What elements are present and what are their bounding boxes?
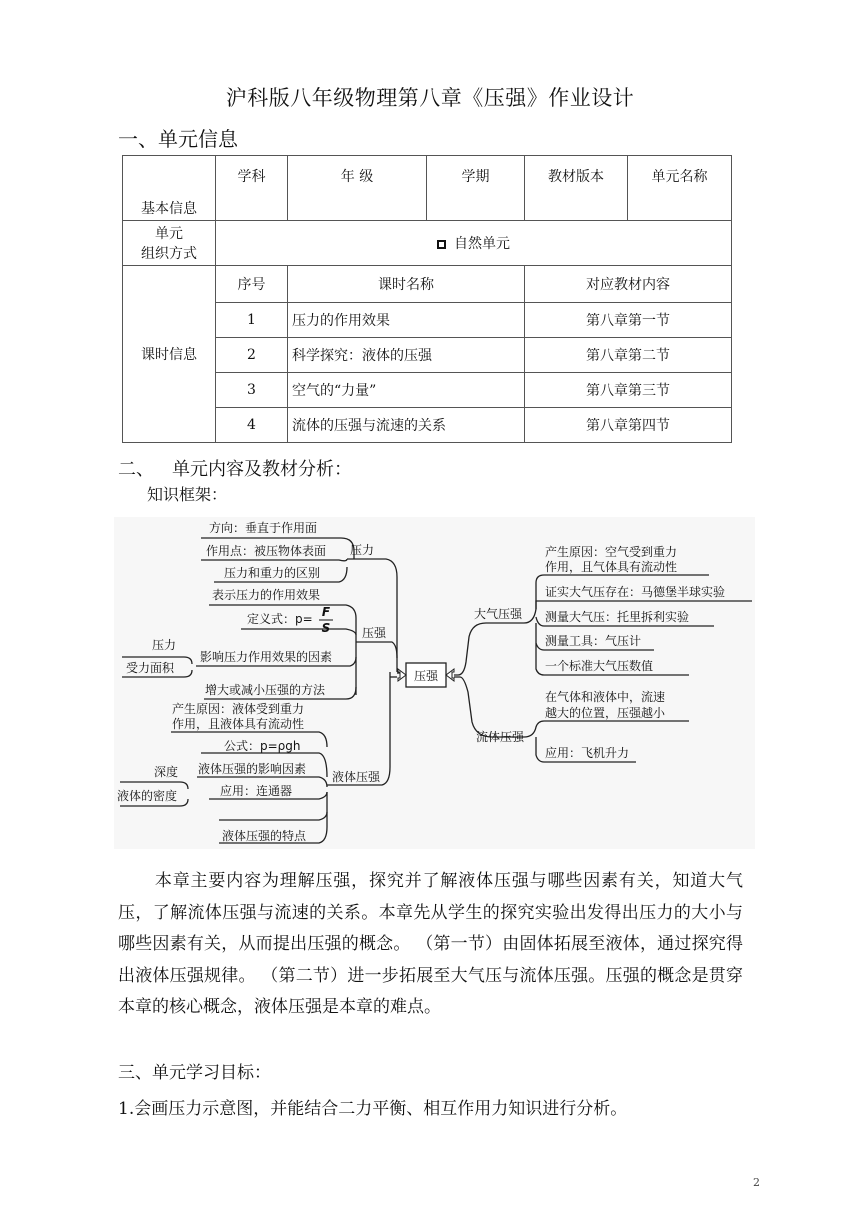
unit-name-header: 单元名称 — [628, 156, 732, 221]
table-row — [123, 156, 732, 221]
mm-l-depth: 深度 — [154, 765, 179, 779]
mm-line — [241, 629, 356, 635]
org-label-line2: 组织方式 — [141, 246, 197, 262]
mm-line — [219, 812, 327, 820]
knowledge-framework-label: 知识框架： — [147, 485, 228, 504]
mm-a-cause-2: 作用，且气体具有流动性 — [545, 560, 678, 574]
seq-header: 序号 — [216, 266, 288, 303]
table-row — [123, 266, 732, 303]
mm-line — [524, 721, 689, 737]
lesson-no: 3 — [216, 373, 288, 408]
right-arrow-icon — [446, 669, 454, 681]
org-label-line1: 单元 — [155, 226, 183, 242]
analysis-paragraph — [118, 866, 743, 1024]
lesson-name: 科学探究：液体的压强 — [288, 338, 525, 373]
org-label — [123, 221, 216, 266]
section-heading-content-analysis — [118, 455, 352, 481]
org-value — [216, 221, 732, 266]
textbook-version-header: 教材版本 — [525, 156, 628, 221]
mm-l-cause-2: 作用，且液体具有流动性 — [172, 717, 305, 731]
lesson-content: 第八章第一节 — [525, 303, 732, 338]
lesson-no: 1 — [216, 303, 288, 338]
mm-a-tool: 测量工具：气压计 — [545, 634, 642, 648]
mm-p-def: 定义式：p= — [247, 612, 313, 626]
lesson-no: 4 — [216, 408, 288, 443]
mm-f-app: 应用：飞机升力 — [545, 746, 630, 760]
lesson-name: 流体的压强与流速的关系 — [288, 408, 525, 443]
mm-f-rule-2: 越大的位置，压强越小 — [545, 706, 666, 720]
mm-line — [347, 559, 397, 658]
lesson-name: 空气的“力量” — [288, 373, 525, 408]
mm-a-prove: 证实大气压存在：马德堡半球实验 — [545, 585, 726, 599]
mm-p-factors: 影响压力作用效果的因素 — [200, 650, 333, 664]
mm-atm: 大气压强 — [474, 607, 523, 621]
learning-goal-item: 1.会画压力示意图，并能结合二力平衡、相互作用力知识进行分析。 — [118, 1099, 628, 1119]
checkbox-icon — [437, 240, 446, 249]
knowledge-mindmap — [114, 517, 755, 849]
mm-liquid: 液体压强 — [332, 770, 381, 784]
mm-l-factors: 液体压强的影响因素 — [198, 762, 307, 776]
mm-f-rule-1: 在气体和液体中，流速 — [545, 690, 666, 704]
lesson-no: 2 — [216, 338, 288, 373]
section-heading-learning-goals: 三、单元学习目标： — [118, 1063, 271, 1083]
section-number: 二、 — [118, 459, 154, 480]
basic-info-label: 基本信息 — [123, 156, 216, 221]
lesson-content: 第八章第三节 — [525, 373, 732, 408]
org-value-text: 自然单元 — [454, 236, 510, 252]
mm-l-cause-1: 产生原因：液体受到重力 — [172, 702, 305, 716]
mm-pf-point: 作用点：被压物体表面 — [206, 544, 327, 558]
mm-l-density: 液体的密度 — [117, 789, 178, 803]
mm-l-formula: 公式：p=ρgh — [224, 739, 301, 753]
mm-line — [454, 623, 524, 675]
mm-pressure-force: 压力 — [350, 543, 375, 557]
mm-line — [356, 642, 397, 672]
left-arrow-icon — [398, 669, 406, 681]
lesson-content: 第八章第四节 — [525, 408, 732, 443]
mm-p-factor-area: 受力面积 — [126, 661, 175, 675]
mm-fluid: 流体压强 — [476, 730, 525, 744]
mindmap-svg — [114, 517, 755, 849]
mm-pressure: 压强 — [362, 626, 387, 640]
page-number: 2 — [753, 1176, 760, 1189]
mm-pf-direction: 方向：垂直于作用面 — [209, 521, 318, 535]
section-heading-unit-info: 一、单元信息 — [118, 127, 238, 151]
mm-p-meaning: 表示压力的作用效果 — [212, 588, 321, 602]
semester-header: 学期 — [427, 156, 525, 221]
unit-info-table — [122, 155, 732, 443]
table-row — [123, 221, 732, 266]
mm-center: 压强 — [413, 669, 439, 683]
mm-p-frac-den: S — [321, 621, 331, 635]
subject-header: 学科 — [216, 156, 288, 221]
lesson-name-header: 课时名称 — [288, 266, 525, 303]
section-title: 单元内容及教材分析： — [172, 459, 352, 480]
document-title: 沪科版八年级物理第八章《压强》作业设计 — [225, 86, 635, 110]
lesson-content: 第八章第二节 — [525, 338, 732, 373]
mm-line — [454, 677, 524, 737]
mm-l-feature: 液体压强的特点 — [222, 829, 307, 843]
lesson-info-label: 课时信息 — [123, 266, 216, 443]
grade-header: 年 级 — [288, 156, 427, 221]
mm-p-frac-num: F — [321, 605, 331, 619]
mm-a-standard: 一个标准大气压数值 — [545, 659, 654, 673]
mm-a-measure: 测量大气压：托里拆利实验 — [545, 610, 690, 624]
mm-a-cause-1: 产生原因：空气受到重力 — [545, 545, 678, 559]
mm-line — [201, 559, 347, 561]
mm-l-app: 应用：连通器 — [220, 784, 293, 798]
paragraph-text: 本章主要内容为理解压强，探究并了解液体压强与哪些因素有关，知道大气压，了解流体压强与流速的关系。本章先从学生的探究实验出发得出压力的大小与哪些因素有关，从而提出压强的概念。 （第一节）由固体拓展至液体，通过探究得出液体压强规律。 （第二节）进一步拓展至大气压与流体压强。压强的概念是贯穿本章的核心概念，液体压强是本章的难点。 — [118, 871, 743, 1017]
mm-line — [120, 782, 188, 789]
mm-p-methods: 增大或减小压强的方法 — [205, 683, 326, 697]
content-header: 对应教材内容 — [525, 266, 732, 303]
mm-line — [536, 601, 752, 609]
mm-line — [327, 672, 390, 785]
mm-pf-diff: 压力和重力的区别 — [224, 566, 321, 580]
mm-p-factor-force: 压力 — [152, 638, 177, 652]
lesson-name: 压力的作用效果 — [288, 303, 525, 338]
